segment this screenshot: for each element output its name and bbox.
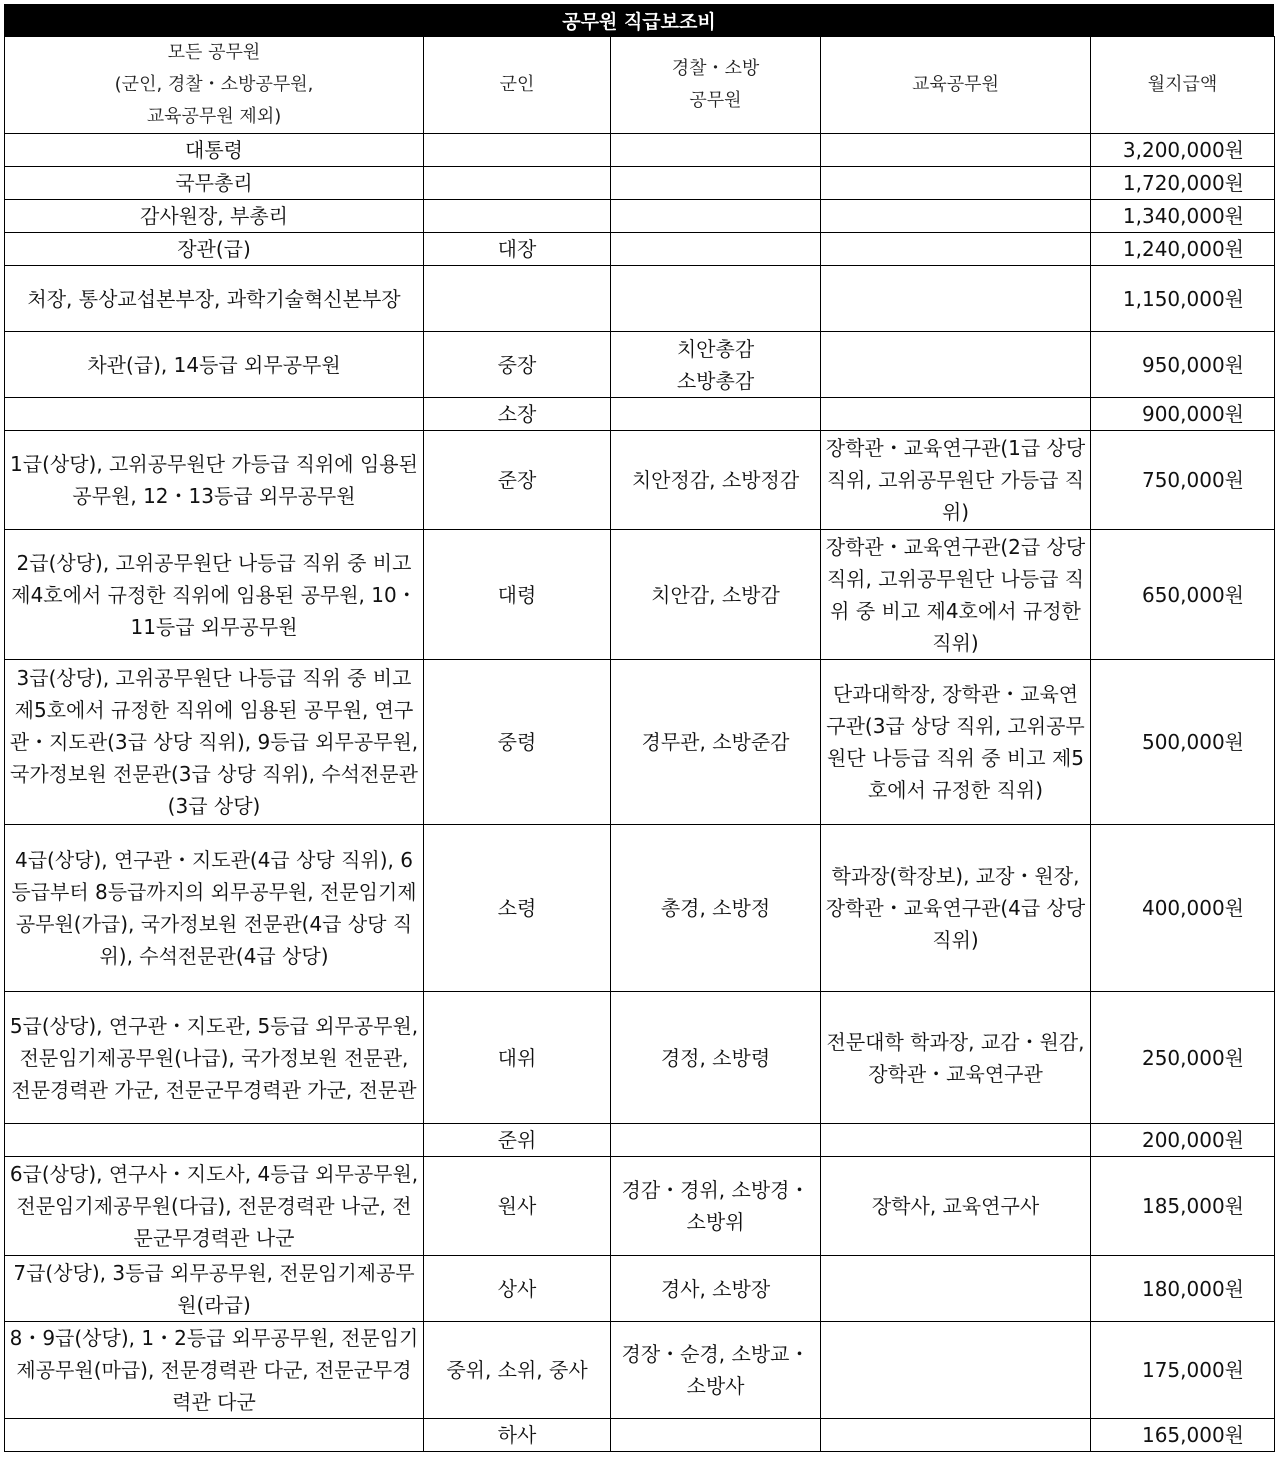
cell-police-fire: 치안감, 소방감 <box>611 530 821 660</box>
cell-education <box>821 134 1091 167</box>
table-row <box>5 825 1275 992</box>
cell-military: 준위 <box>424 1124 611 1157</box>
table-row <box>5 332 1275 398</box>
cell-military: 중위, 소위, 중사 <box>424 1322 611 1419</box>
cell-amount: 175,000원 <box>1091 1322 1275 1419</box>
cell-military <box>424 134 611 167</box>
cell-military: 소장 <box>424 398 611 431</box>
cell-amount: 950,000원 <box>1091 332 1275 398</box>
cell-amount: 185,000원 <box>1091 1157 1275 1256</box>
cell-general: 대통령 <box>5 134 424 167</box>
cell-military: 중장 <box>424 332 611 398</box>
header-amount: 월지급액 <box>1091 37 1275 134</box>
cell-general <box>5 1419 424 1452</box>
cell-general <box>5 1124 424 1157</box>
table-row <box>5 530 1275 660</box>
cell-general: 7급(상당), 3등급 외무공무원, 전문임기제공무원(라급) <box>5 1256 424 1322</box>
cell-military <box>424 167 611 200</box>
cell-police-fire <box>611 134 821 167</box>
cell-military: 상사 <box>424 1256 611 1322</box>
table-row <box>5 134 1275 167</box>
cell-police-fire <box>611 167 821 200</box>
cell-police-fire: 경감・경위, 소방경・소방위 <box>611 1157 821 1256</box>
cell-general: 2급(상당), 고위공무원단 나등급 직위 중 비고 제4호에서 규정한 직위에 임용된 공무원, 10・11등급 외무공무원 <box>5 530 424 660</box>
cell-military <box>424 266 611 332</box>
cell-education <box>821 266 1091 332</box>
table-body <box>5 134 1275 1452</box>
cell-education: 학과장(학장보), 교장・원장, 장학관・교육연구관(4급 상당 직위) <box>821 825 1091 992</box>
cell-general: 처장, 통상교섭본부장, 과학기술혁신본부장 <box>5 266 424 332</box>
allowance-table-container <box>4 4 1274 1452</box>
cell-military: 대위 <box>424 992 611 1124</box>
header-police-fire: 경찰・소방 공무원 <box>611 37 821 134</box>
cell-general: 감사원장, 부총리 <box>5 200 424 233</box>
cell-general: 1급(상당), 고위공무원단 가등급 직위에 임용된 공무원, 12・13등급 외무공무원 <box>5 431 424 530</box>
table-row <box>5 1124 1275 1157</box>
cell-education <box>821 167 1091 200</box>
cell-education <box>821 332 1091 398</box>
cell-military: 소령 <box>424 825 611 992</box>
cell-general: 6급(상당), 연구사・지도사, 4등급 외무공무원, 전문임기제공무원(다급), 전문경력관 나군, 전문군무경력관 나군 <box>5 1157 424 1256</box>
cell-police-fire: 경장・순경, 소방교・소방사 <box>611 1322 821 1419</box>
cell-amount: 650,000원 <box>1091 530 1275 660</box>
cell-police-fire <box>611 266 821 332</box>
cell-education: 장학사, 교육연구사 <box>821 1157 1091 1256</box>
cell-education: 장학관・교육연구관(2급 상당 직위, 고위공무원단 나등급 직위 중 비고 제4호에서 규정한 직위) <box>821 530 1091 660</box>
cell-military: 준장 <box>424 431 611 530</box>
cell-general <box>5 398 424 431</box>
table-row <box>5 992 1275 1124</box>
cell-general: 4급(상당), 연구관・지도관(4급 상당 직위), 6등급부터 8등급까지의 외무공무원, 전문임기제공무원(가급), 국가정보원 전문관(4급 상당 직위), 수석전문관(4급 상당) <box>5 825 424 992</box>
cell-police-fire: 경무관, 소방준감 <box>611 660 821 825</box>
cell-police-fire: 총경, 소방정 <box>611 825 821 992</box>
cell-military: 하사 <box>424 1419 611 1452</box>
cell-general: 장관(급) <box>5 233 424 266</box>
cell-police-fire <box>611 398 821 431</box>
cell-education <box>821 1322 1091 1419</box>
cell-education: 장학관・교육연구관(1급 상당 직위, 고위공무원단 가등급 직위) <box>821 431 1091 530</box>
cell-general: 5급(상당), 연구관・지도관, 5등급 외무공무원, 전문임기제공무원(나급), 국가정보원 전문관, 전문경력관 가군, 전문군무경력관 가군, 전문관 <box>5 992 424 1124</box>
cell-military: 대령 <box>424 530 611 660</box>
cell-amount: 165,000원 <box>1091 1419 1275 1452</box>
table-row <box>5 233 1275 266</box>
cell-amount: 3,200,000원 <box>1091 134 1275 167</box>
header-general: 모든 공무원 (군인, 경찰・소방공무원, 교육공무원 제외) <box>5 37 424 134</box>
cell-education <box>821 1256 1091 1322</box>
cell-general: 8・9급(상당), 1・2등급 외무공무원, 전문임기제공무원(마급), 전문경력관 다군, 전문군무경력관 다군 <box>5 1322 424 1419</box>
cell-education <box>821 200 1091 233</box>
cell-general: 차관(급), 14등급 외무공무원 <box>5 332 424 398</box>
cell-police-fire <box>611 200 821 233</box>
cell-general: 3급(상당), 고위공무원단 나등급 직위 중 비고 제5호에서 규정한 직위에 임용된 공무원, 연구관・지도관(3급 상당 직위), 9등급 외무공무원, 국가정보원 전문관(3급 상당 직위), 수석전문관(3급 상당) <box>5 660 424 825</box>
header-military: 군인 <box>424 37 611 134</box>
cell-amount: 200,000원 <box>1091 1124 1275 1157</box>
cell-amount: 1,720,000원 <box>1091 167 1275 200</box>
table-row <box>5 1322 1275 1419</box>
cell-military: 원사 <box>424 1157 611 1256</box>
cell-amount: 1,150,000원 <box>1091 266 1275 332</box>
table-row <box>5 1256 1275 1322</box>
cell-amount: 500,000원 <box>1091 660 1275 825</box>
cell-amount: 400,000원 <box>1091 825 1275 992</box>
cell-amount: 750,000원 <box>1091 431 1275 530</box>
cell-education <box>821 233 1091 266</box>
table-row <box>5 1157 1275 1256</box>
table-row <box>5 660 1275 825</box>
cell-general: 국무총리 <box>5 167 424 200</box>
table-row <box>5 266 1275 332</box>
header-row <box>5 37 1275 134</box>
cell-police-fire: 치안총감 소방총감 <box>611 332 821 398</box>
table-row <box>5 167 1275 200</box>
table-title: 공무원 직급보조비 <box>4 4 1274 36</box>
cell-amount: 900,000원 <box>1091 398 1275 431</box>
cell-amount: 1,340,000원 <box>1091 200 1275 233</box>
cell-police-fire: 경정, 소방령 <box>611 992 821 1124</box>
table-row <box>5 431 1275 530</box>
allowance-table <box>4 36 1275 1452</box>
cell-education <box>821 1419 1091 1452</box>
cell-police-fire: 경사, 소방장 <box>611 1256 821 1322</box>
cell-amount: 180,000원 <box>1091 1256 1275 1322</box>
cell-education: 단과대학장, 장학관・교육연구관(3급 상당 직위, 고위공무원단 나등급 직위 중 비고 제5호에서 규정한 직위) <box>821 660 1091 825</box>
cell-amount: 1,240,000원 <box>1091 233 1275 266</box>
table-row <box>5 398 1275 431</box>
table-row <box>5 200 1275 233</box>
cell-police-fire <box>611 233 821 266</box>
cell-military: 대장 <box>424 233 611 266</box>
table-row <box>5 1419 1275 1452</box>
cell-military: 중령 <box>424 660 611 825</box>
header-education: 교육공무원 <box>821 37 1091 134</box>
cell-education: 전문대학 학과장, 교감・원감, 장학관・교육연구관 <box>821 992 1091 1124</box>
cell-education <box>821 1124 1091 1157</box>
cell-police-fire: 치안정감, 소방정감 <box>611 431 821 530</box>
cell-police-fire <box>611 1124 821 1157</box>
cell-education <box>821 398 1091 431</box>
cell-military <box>424 200 611 233</box>
cell-police-fire <box>611 1419 821 1452</box>
cell-amount: 250,000원 <box>1091 992 1275 1124</box>
